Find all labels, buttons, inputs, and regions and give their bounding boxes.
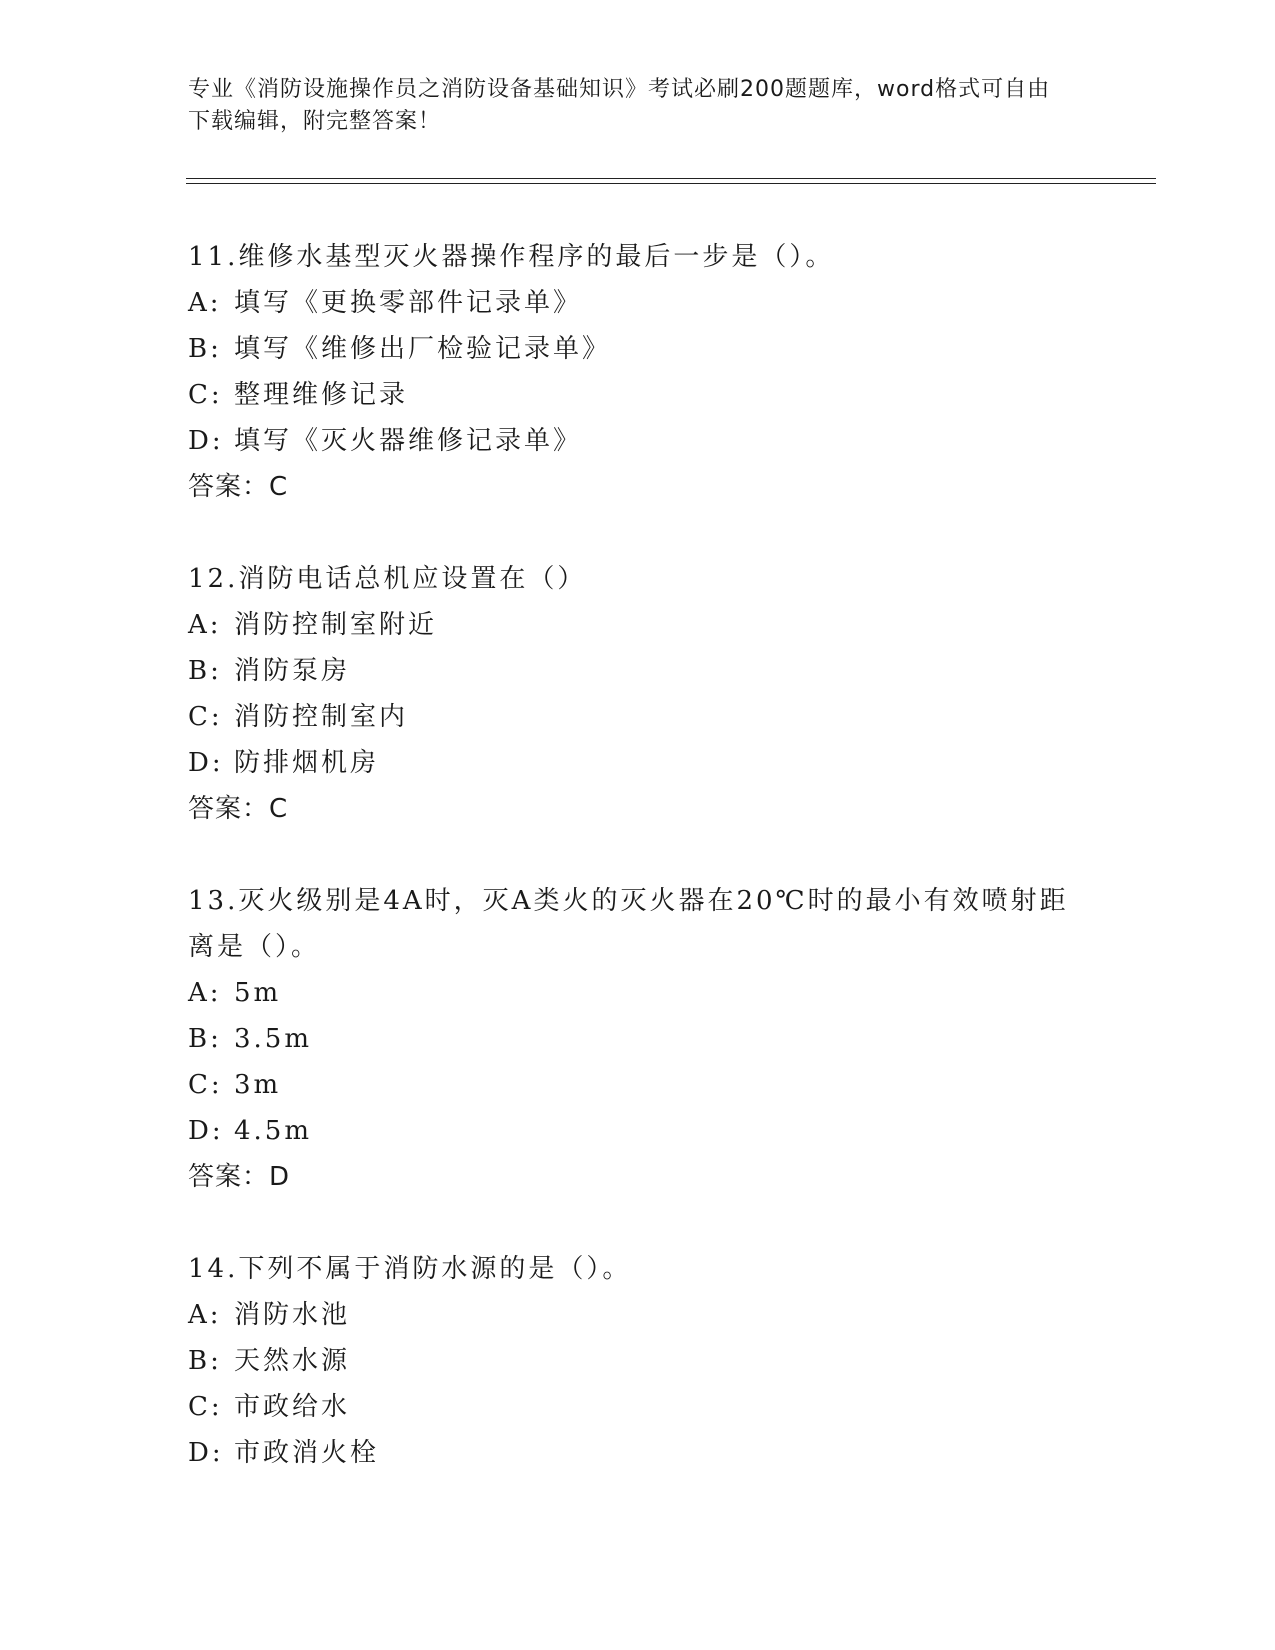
option-c: [188, 694, 1088, 740]
option-letter: D:: [188, 1116, 224, 1146]
option-letter: B:: [188, 1024, 222, 1054]
option-a: [188, 280, 1088, 326]
option-a: [188, 1292, 1088, 1338]
option-text: 市政给水: [234, 1392, 351, 1422]
option-text: 市政消火栓: [234, 1438, 380, 1468]
option-text: 消防控制室附近: [234, 610, 438, 640]
option-letter: C:: [188, 380, 223, 410]
option-text: 消防水池: [234, 1300, 351, 1330]
question-stem: 14.下列不属于消防水源的是（）。: [188, 1254, 632, 1284]
document-header: 专业《消防设施操作员之消防设备基础知识》考试必刷200题题库，word格式可自由下载编辑，附完整答案！: [188, 77, 1051, 134]
option-b: [188, 326, 1088, 372]
option-b: [188, 1016, 1088, 1062]
option-c: [188, 372, 1088, 418]
question-13: [188, 878, 1088, 1200]
answer-line: 答案：C: [188, 472, 289, 502]
header-divider-bottom: [186, 183, 1156, 184]
option-b: [188, 648, 1088, 694]
option-c: [188, 1384, 1088, 1430]
option-letter: C:: [188, 1070, 223, 1100]
option-text: 填写《更换零部件记录单》: [234, 288, 583, 318]
option-text: 天然水源: [234, 1346, 351, 1376]
option-letter: A:: [188, 978, 222, 1008]
option-letter: A:: [188, 610, 222, 640]
option-d: [188, 418, 1088, 464]
option-a: [188, 602, 1088, 648]
option-letter: D:: [188, 426, 224, 456]
option-d: [188, 1108, 1088, 1154]
option-letter: C:: [188, 702, 223, 732]
question-stem: 12.消防电话总机应设置在（）: [188, 564, 587, 594]
option-text: 3m: [234, 1070, 282, 1100]
option-c: [188, 1062, 1088, 1108]
option-d: [188, 740, 1088, 786]
question-11: [188, 234, 1088, 510]
option-letter: A:: [188, 1300, 222, 1330]
option-text: 整理维修记录: [234, 380, 409, 410]
option-text: 消防泵房: [234, 656, 351, 686]
question-12: [188, 556, 1088, 832]
option-text: 填写《维修出厂检验记录单》: [234, 334, 612, 364]
answer-line: 答案：D: [188, 1162, 291, 1192]
option-b: [188, 1338, 1088, 1384]
option-text: 3.5m: [234, 1024, 313, 1054]
option-letter: B:: [188, 656, 222, 686]
option-letter: C:: [188, 1392, 223, 1422]
option-letter: B:: [188, 334, 222, 364]
question-14: [188, 1246, 1088, 1476]
option-text: 5m: [234, 978, 282, 1008]
option-text: 4.5m: [234, 1116, 313, 1146]
question-stem: 11.维修水基型灭火器操作程序的最后一步是（）。: [188, 242, 835, 272]
option-letter: B:: [188, 1346, 222, 1376]
header-divider-top: [186, 178, 1156, 179]
option-letter: A:: [188, 288, 222, 318]
option-text: 填写《灭火器维修记录单》: [234, 426, 583, 456]
option-d: [188, 1430, 1088, 1476]
question-stem: 13.灭火级别是4A时，灭A类火的灭火器在20℃时的最小有效喷射距离是（）。: [188, 886, 1069, 962]
option-letter: D:: [188, 1438, 224, 1468]
answer-line: 答案：C: [188, 794, 289, 824]
option-a: [188, 970, 1088, 1016]
option-text: 消防控制室内: [234, 702, 409, 732]
option-text: 防排烟机房: [234, 748, 380, 778]
option-letter: D:: [188, 748, 224, 778]
